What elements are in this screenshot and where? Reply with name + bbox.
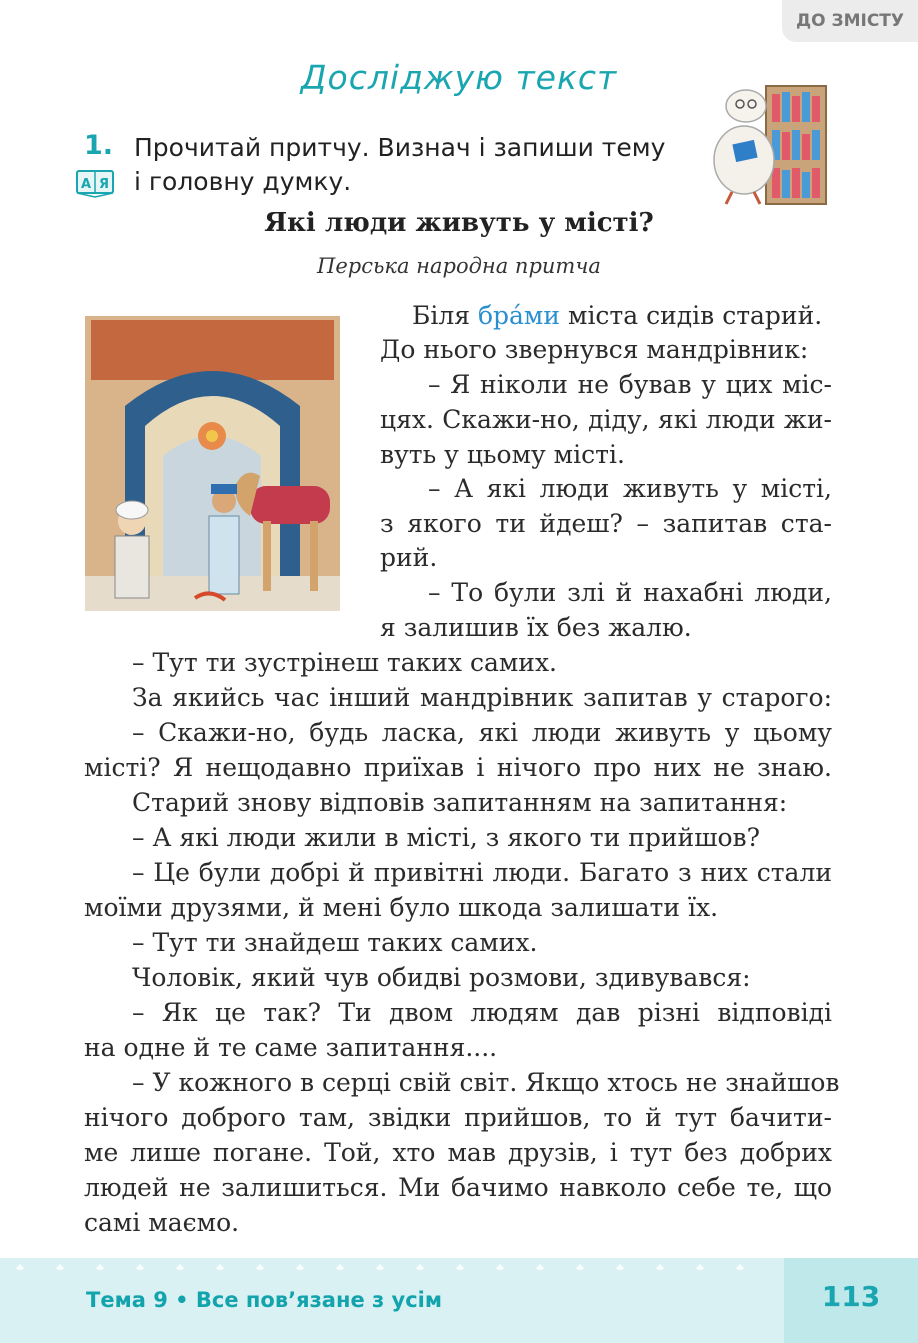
story-line: на одне й те саме запитання....: [84, 1033, 498, 1062]
svg-text:Я: Я: [98, 177, 110, 192]
story-line: моїми друзями, й мені було шкода залишати їх.: [84, 893, 719, 922]
story-line: рий.: [380, 543, 438, 572]
task-line: Прочитай притчу. Визнач і запиши тему: [134, 133, 666, 162]
story-line: вуть у цьому місті.: [380, 440, 625, 469]
story-line: – Скажи-но, будь ласка, які люди живуть у цьому: [132, 718, 832, 747]
story-line: За якийсь час інший мандрівник запитав у старого:: [132, 683, 832, 712]
story-line: ме лише погане. Той, хто мав друзів, і тут без добрих: [84, 1138, 832, 1167]
story-line: нічого доброго там, звідки прийшов, то й тут бачити-: [84, 1103, 832, 1132]
section-title: Досліджую текст: [300, 58, 618, 97]
story-line: – Я ніколи не бував у цих міс-: [428, 370, 832, 399]
task-instructions: [134, 131, 694, 199]
story-line: – Тут ти зустрінеш таких самих.: [132, 648, 557, 677]
story-line: я залишив їх без жалю.: [380, 613, 692, 642]
page-number: 113: [821, 1280, 881, 1313]
story-line: Біля бра́ми міста сидів старий.: [412, 301, 823, 330]
city-gate-illustration: [85, 316, 340, 611]
story-line: Старий знову відповів запитанням на запитання:: [132, 788, 788, 817]
story-line: з якого ти йдеш? – запитав ста-: [380, 509, 832, 538]
story-subtitle: Перська народна притча: [317, 254, 601, 278]
story-line: – Це були добрі й привітні люди. Багато з них стали: [132, 858, 832, 887]
task-line: і головну думку.: [134, 167, 352, 196]
story-line: – Тут ти знайдеш таких самих.: [132, 928, 538, 957]
svg-text:А: А: [80, 177, 92, 192]
story-line: – А які люди жили в місті, з якого ти прийшов?: [132, 823, 760, 852]
story-line: – То були злі й нахабні люди,: [428, 578, 832, 607]
story-title: Які люди живуть у місті?: [264, 208, 654, 238]
toc-button[interactable]: ДО ЗМІСТУ: [782, 0, 918, 42]
task-number: 1.: [84, 130, 114, 161]
story-line: – А які люди живуть у місті,: [428, 474, 832, 503]
story-line: цях. Скажи-но, діду, які люди жи-: [380, 405, 832, 434]
story-line: місті? Я нещодавно приїхав і нічого про них не знаю.: [84, 753, 832, 782]
story-line: – Як це так? Ти двом людям дав різні відповіді: [132, 998, 832, 1027]
footer-topic: Тема 9 • Все пов’язане з усім: [86, 1288, 443, 1312]
story-line: самі маємо.: [84, 1208, 240, 1237]
story-line: – У кожного в серці свій світ. Якщо хтось не знайшов: [132, 1068, 840, 1097]
story-line: людей не залишиться. Ми бачимо навколо себе те, що: [84, 1173, 832, 1202]
story-line: До нього звернувся мандрівник:: [380, 335, 809, 364]
sheep-reading-illustration: [708, 76, 832, 208]
dictionary-icon: [76, 170, 114, 198]
story-line: Чоловік, який чув обидві розмови, здивувався:: [132, 963, 751, 992]
accented-word: бра́ми: [477, 301, 561, 330]
